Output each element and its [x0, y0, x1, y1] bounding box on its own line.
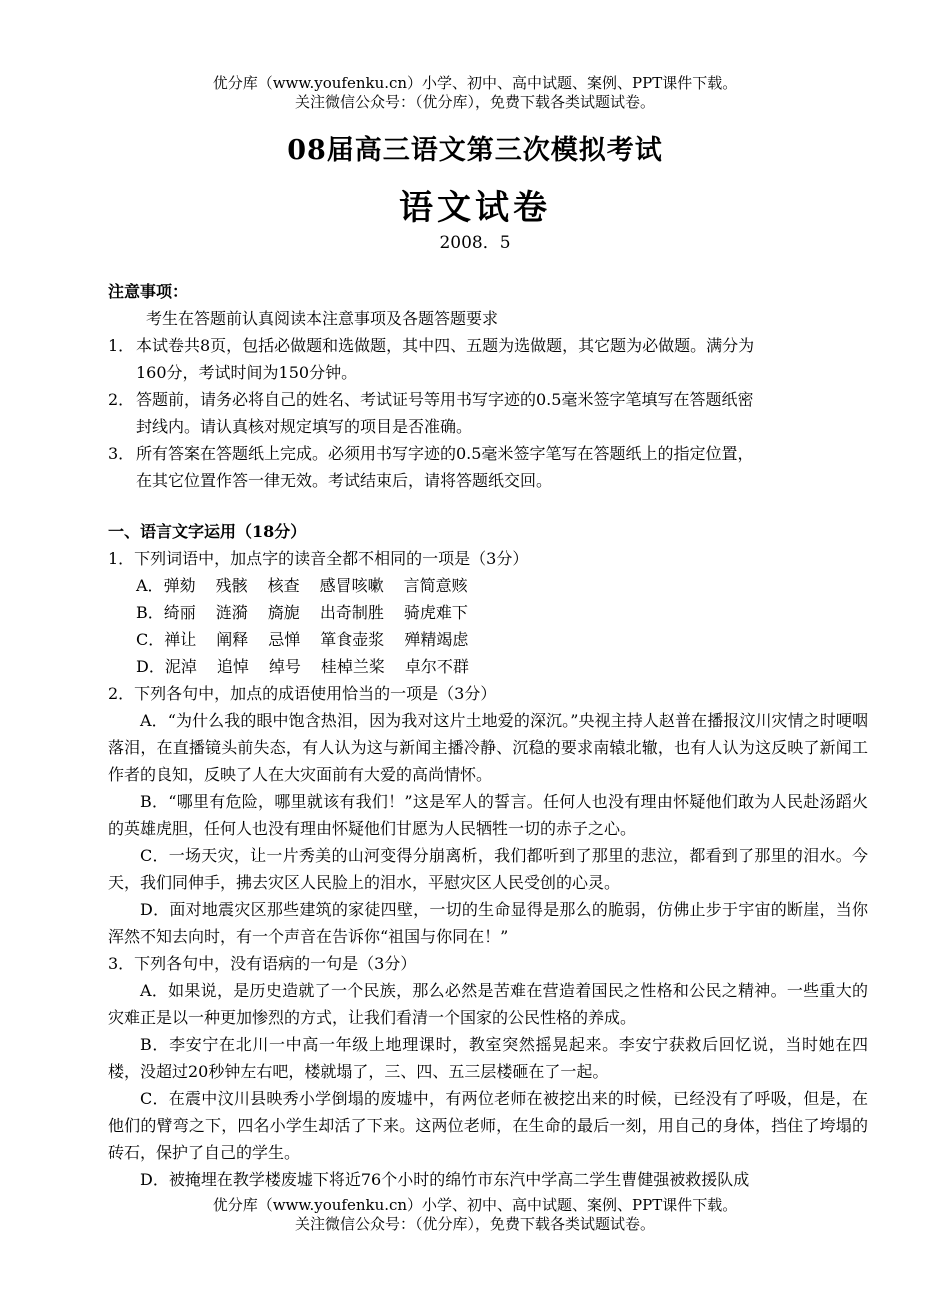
option-word: 卓尔不群 [404, 657, 469, 676]
option-word: 桂棹兰桨 [320, 657, 385, 676]
notice-item-text: 160分，考试时间为150分钟。 [136, 363, 358, 382]
section-heading: 一、语言文字运用（18分） [108, 522, 307, 541]
question-3-stem: 3．下列各句中，没有语病的一句是（3分） [108, 954, 417, 973]
exam-date: 2008．5 [439, 233, 511, 253]
option-label: A． [136, 576, 164, 595]
option-word: 涟漪 [215, 603, 248, 622]
option-word: 绰号 [268, 657, 301, 676]
q1-option-c [108, 626, 868, 653]
option-word: 禅让 [164, 630, 197, 649]
notice-item-text: 封线内。请认真核对规定填写的项目是否准确。 [136, 417, 473, 436]
notice-item [108, 332, 868, 386]
option-word: 旖旎 [267, 603, 300, 622]
q1-option-a [108, 572, 868, 599]
notice-item-text: 在其它位置作答一律无效。考试结束后，请将答题纸交回。 [136, 471, 553, 490]
question-1-stem: 1．下列词语中，加点字的读音全都不相同的一项是（3分） [108, 549, 529, 568]
option-word: 泥淖 [164, 657, 197, 676]
option-word: 出奇制胜 [319, 603, 384, 622]
q2-option-d: D．面对地震灾区那些建筑的家徒四壁，一切的生命显得是那么的脆弱，仿佛止步于宇宙的断崖，当你浑然不知去向时，有一个声音在告诉你“祖国与你同在！” [108, 900, 868, 946]
header-line-1: 优分库（www.youfenku.cn）小学、初中、高中试题、案例、PPT课件下载。 [212, 74, 738, 92]
q3-option-a: A．如果说，是历史造就了一个民族，那么必然是苦难在营造着国民之性格和公民之精神。一些重大的灾难正是以一种更加惨烈的方式，让我们看清一个国家的公民性格的养成。 [108, 981, 868, 1027]
option-word: 骑虎难下 [403, 603, 468, 622]
option-word: 忌惮 [268, 630, 301, 649]
notice-item-text: 所有答案在答题纸上完成。必须用书写字迹的0.5毫米签字笔写在答题纸上的指定位置， [136, 444, 754, 463]
option-label: B． [136, 603, 164, 622]
notice-item-text: 本试卷共8页，包括必做题和选做题，其中四、五题为选做题，其它题为必做题。满分为 [136, 336, 755, 355]
q2-option-a: A．“为什么我的眼中饱含热泪，因为我对这片土地爱的深沉。”央视主持人赵普在播报汶川灾情之时哽咽落泪，在直播镜头前失态，有人认为这与新闻主播冷静、沉稳的要求南辕北辙，也有人认为这反映了新闻工作者的良知，反映了人在大灾面前有大爱的高尚情怀。 [108, 711, 868, 784]
notice-intro: 考生在答题前认真阅读本注意事项及各题答题要求 [146, 309, 499, 328]
option-word: 绮丽 [163, 603, 196, 622]
option-word: 残骸 [215, 576, 248, 595]
q3-option-d: D．被掩埋在教学楼废墟下将近76个小时的绵竹市东汽中学高二学生曹健强被救援队成 [140, 1170, 750, 1189]
exam-title: 08届高三语文第三次模拟考试 [287, 135, 663, 166]
q2-option-b: B．“哪里有危险，哪里就该有我们！”这是军人的誓言。任何人也没有理由怀疑他们敢为人民赴汤蹈火的英雄虎胆，任何人也没有理由怀疑他们甘愿为人民牺牲一切的赤子之心。 [108, 792, 868, 838]
q3-option-c: C．在震中汶川县映秀小学倒塌的废墟中，有两位老师在被挖出来的时候，已经没有了呼吸，但是，在他们的臂弯之下，四名小学生却活了下来。这两位老师，在生命的最后一刻，用自己的身体，挡住了垮塌的砖石，保护了自己的学生。 [108, 1089, 868, 1162]
q2-option-c: C．一场天灾，让一片秀美的山河变得分崩离析，我们都听到了那里的悲泣，都看到了那里的泪水。今天，我们同伸手，拂去灾区人民脸上的泪水，平慰灾区人民受创的心灵。 [108, 846, 868, 892]
notice-item-text: 答题前，请务必将自己的姓名、考试证号等用书写字迹的0.5毫米签字笔填写在答题纸密 [136, 390, 754, 409]
option-label: C． [136, 630, 165, 649]
question-2-stem: 2．下列各句中，加点的成语使用恰当的一项是（3分） [108, 684, 497, 703]
option-word: 阐释 [216, 630, 249, 649]
paper-subtitle: 语文试卷 [399, 188, 551, 228]
notice-item-num: 3． [108, 444, 135, 463]
section-1 [108, 518, 868, 1193]
q1-option-b [108, 599, 868, 626]
option-word: 言简意赅 [403, 576, 468, 595]
option-word: 弹劾 [163, 576, 196, 595]
notice-heading: 注意事项： [108, 282, 189, 301]
header-line-2: 关注微信公众号：（优分库），免费下载各类试题试卷。 [294, 93, 655, 111]
option-word: 感冒咳嗽 [319, 576, 384, 595]
q3-option-b: B．李安宁在北川一中高一年级上地理课时，教室突然摇晃起来。李安宁获救后回忆说，当时她在四楼，没超过20秒钟左右吧，楼就塌了，三、四、五三层楼砸在了一起。 [108, 1035, 868, 1081]
notice-item-num: 1． [108, 336, 135, 355]
footer-line-2: 关注微信公众号：（优分库），免费下载各类试题试卷。 [294, 1215, 655, 1233]
notice-item [108, 440, 868, 494]
option-word: 殚精竭虑 [404, 630, 469, 649]
option-word: 箪食壶浆 [320, 630, 385, 649]
notice-section [108, 278, 868, 494]
option-word: 追悼 [216, 657, 249, 676]
notice-item-num: 2． [108, 390, 135, 409]
footer-line-1: 优分库（www.youfenku.cn）小学、初中、高中试题、案例、PPT课件下载。 [212, 1196, 738, 1214]
notice-item [108, 386, 868, 440]
option-word: 核查 [267, 576, 300, 595]
q1-option-d [108, 653, 868, 680]
option-label: D． [136, 657, 165, 676]
